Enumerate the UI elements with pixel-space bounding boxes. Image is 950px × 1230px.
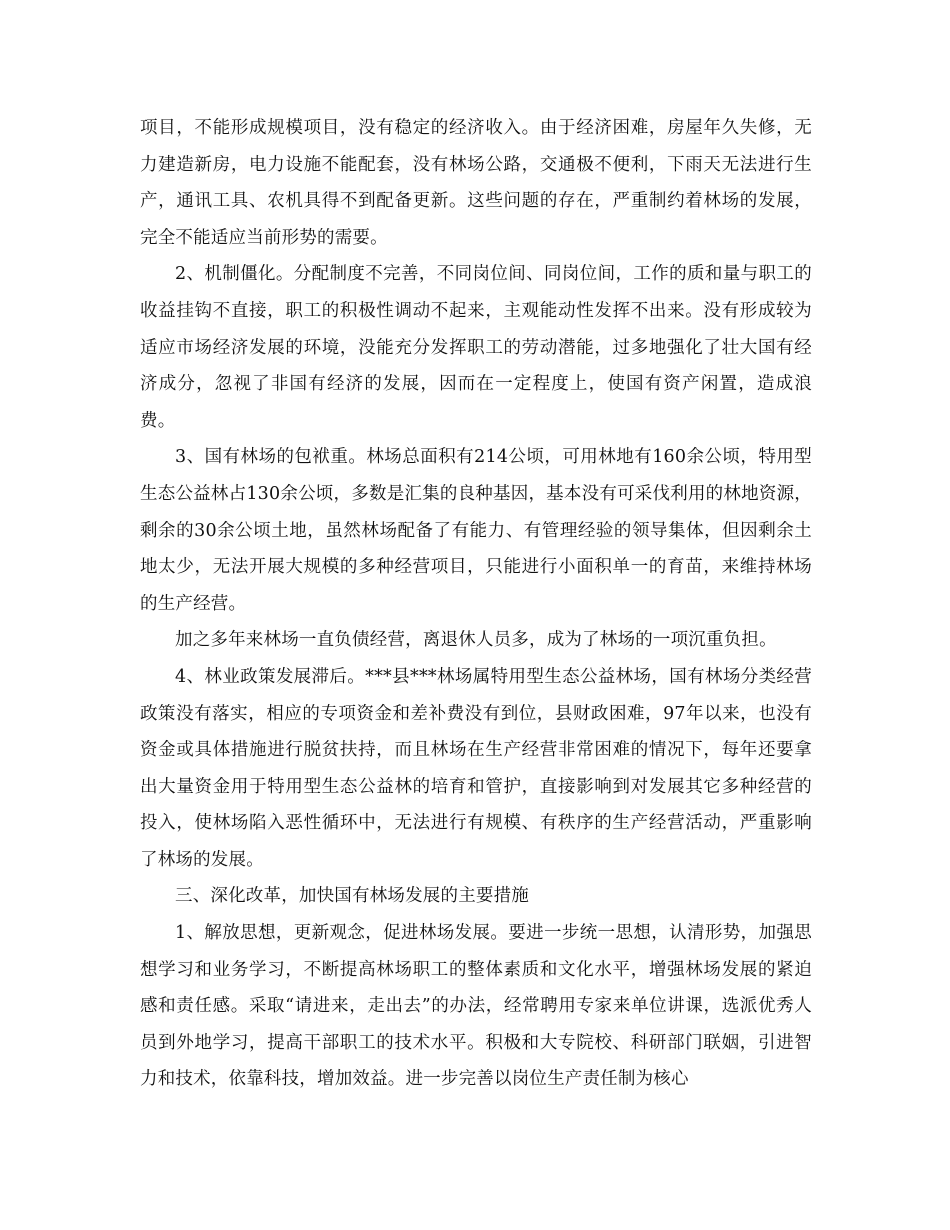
paragraph-heavy-burden: 3、国有林场的包袱重。林场总面积有214公顷，可用林地有160余公顷，特用型生态公益林占130余公顷，多数是汇集的良种基因，基本没有可采伐利用的林地资源，剩余的30余公顷土地，虽然林场配备了有能力、有管理经验的领导集体，但因剩余土地太少，无法开展大规模的多种经营项目，只能进行小面积单一的育苗，来维持林场的生产经营。 (140, 447, 812, 614)
paragraph-policy-lag: 4、林业政策发展滞后。***县***林场属特用型生态公益林场，国有林场分类经营政策没有落实，相应的专项资金和差补费没有到位，县财政困难，97年以来，也没有资金或具体措施进行脱贫扶持，而且林场在生产经营非常困难的情况下，每年还要拿出大量资金用于特用型生态公益林的培育和管护，直接影响到对发展其它多种经营的投入，使林场陷入恶性循环中，无法进行有规模、有秩序的生产经营活动，严重影响了林场的发展。 (140, 666, 812, 870)
paragraph-emancipate-thinking: 1、解放思想，更新观念，促进林场发展。要进一步统一思想，认清形势，加强思想学习和业务学习，不断提高林场职工的整体素质和文化水平，增强林场发展的紧迫感和责任感。采取“请进来，走出去”的办法，经常聘用专家来单位讲课，选派优秀人员到外地学习，提高干部职工的技术水平。积极和大专院校、科研部门联姻，引进智力和技术，依靠科技，增加效益。进一步完善以岗位生产责任制为核心 (140, 923, 812, 1090)
paragraph-debt-operation: 加之多年来林场一直负债经营，离退休人员多，成为了林场的一项沉重负担。 (175, 630, 777, 651)
document-body (140, 110, 812, 1098)
paragraph-mechanism-rigidity: 2、机制僵化。分配制度不完善，不同岗位间、同岗位间，工作的质和量与职工的收益挂钩不直接，职工的积极性调动不起来，主观能动性发挥不出来。没有形成较为适应市场经济发展的环境，没能充分发挥职工的劳动潜能，过多地强化了壮大国有经济成分，忽视了非国有经济的发展，因而在一定程度上，使国有资产闲置，造成浪费。 (140, 264, 812, 431)
paragraph-continuation: 项目，不能形成规模项目，没有稳定的经济收入。由于经济困难，房屋年久失修，无力建造新房，电力设施不能配套，没有林场公路，交通极不便利，下雨天无法进行生产，通讯工具、农机具得不到配备更新。这些问题的存在，严重制约着林场的发展，完全不能适应当前形势的需要。 (140, 118, 812, 248)
section-heading-reform-measures: 三、深化改革，加快国有林场发展的主要措施 (175, 886, 529, 907)
